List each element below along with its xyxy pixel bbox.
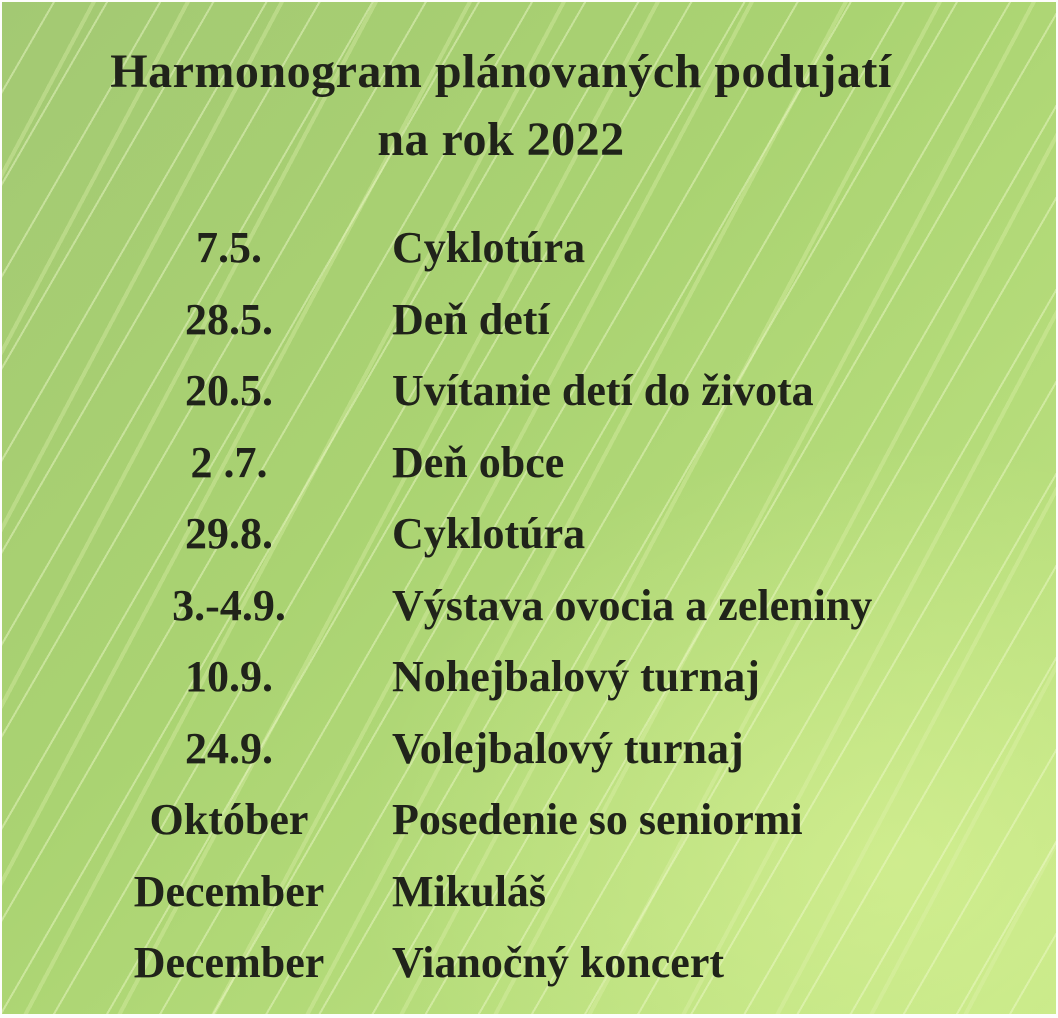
event-name: Mikuláš	[392, 866, 547, 916]
event-date: 20.5.	[185, 366, 273, 416]
event-name: Výstava ovocia a zeleniny	[392, 580, 873, 630]
event-row	[2, 641, 1056, 713]
title-line-1: Harmonogram plánovaných podujatí	[110, 45, 892, 98]
event-row	[2, 355, 1056, 427]
event-name: Cyklotúra	[392, 509, 586, 559]
event-date: 28.5.	[185, 294, 273, 344]
event-date: 10.9.	[185, 652, 273, 702]
event-name: Volejbalový turnaj	[392, 723, 744, 773]
event-name: Vianočný koncert	[392, 938, 725, 988]
event-name: Cyklotúra	[392, 223, 586, 273]
poster-title	[2, 2, 1056, 174]
event-date: 3.-4.9.	[172, 580, 286, 630]
event-list	[2, 212, 1056, 999]
event-name: Deň detí	[392, 294, 550, 344]
event-name: Uvítanie detí do života	[392, 366, 814, 416]
event-row	[2, 927, 1056, 999]
event-row	[2, 570, 1056, 642]
event-row	[2, 284, 1056, 356]
event-row	[2, 713, 1056, 785]
event-name: Deň obce	[392, 437, 565, 487]
event-row	[2, 784, 1056, 856]
event-date: December	[133, 866, 325, 916]
event-date: Október	[149, 795, 309, 845]
event-name: Posedenie so seniormi	[392, 795, 803, 845]
event-date: 24.9.	[185, 723, 273, 773]
event-date: 29.8.	[185, 509, 273, 559]
event-row	[2, 427, 1056, 499]
event-date: 7.5.	[196, 223, 262, 273]
event-date: December	[133, 938, 325, 988]
event-row	[2, 856, 1056, 928]
title-line-2: na rok 2022	[377, 113, 625, 166]
event-row	[2, 212, 1056, 284]
event-date: 2 .7.	[190, 437, 268, 487]
event-name: Nohejbalový turnaj	[392, 652, 760, 702]
event-row	[2, 498, 1056, 570]
